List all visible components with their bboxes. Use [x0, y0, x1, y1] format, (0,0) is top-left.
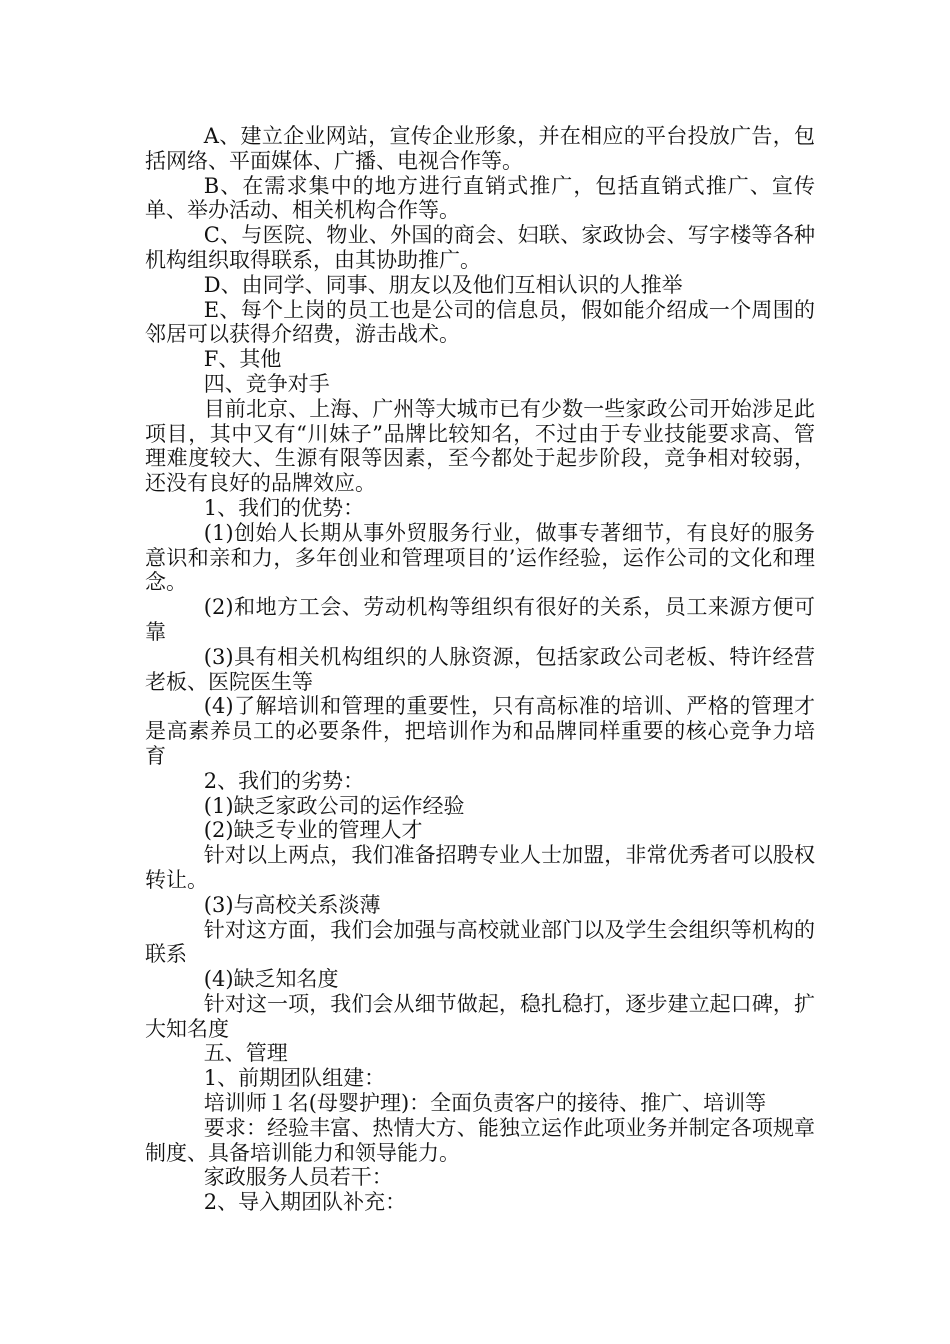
paragraph-a-website: A、建立企业网站，宣传企业形象，并在相应的平台投放广告，包括网络、平面媒体、广播、电视合作等。	[145, 124, 815, 173]
paragraph-weakness-response-2: 针对这方面，我们会加强与高校就业部门以及学生会组织等机构的联系	[145, 917, 815, 967]
paragraph-e-staff-info: E、每个上岗的员工也是公司的信息员，假如能介绍成一个周围的邻居可以获得介绍费，游击战术。	[145, 297, 815, 347]
paragraph-strength-1: (1)创始人长期从事外贸服务行业，做事专著细节，有良好的服务意识和亲和力，多年创业和管理项目的’运作经验，运作公司的文化和理念。	[145, 520, 815, 595]
paragraph-weakness-2: (2)缺乏专业的管理人才	[203, 818, 423, 843]
paragraph-f-other: F、其他	[203, 347, 282, 372]
paragraph-c-institutions: C、与医院、物业、外国的商会、妇联、家政协会、写字楼等各种机构组织取得联系，由其协助推广。	[145, 223, 815, 272]
paragraph-weakness-3: (3)与高校关系淡薄	[203, 892, 381, 917]
heading-initial-team: 1、前期团队组建：	[203, 1066, 386, 1091]
paragraph-requirements: 要求：经验丰富、热情大方、能独立运作此项业务并制定各项规章制度、具备培训能力和领导能力。	[145, 1115, 815, 1165]
paragraph-trainer: 培训师１名(母婴护理)：全面负责客户的接待、推广、培训等	[203, 1091, 767, 1116]
paragraph-weakness-1: (1)缺乏家政公司的运作经验	[203, 793, 465, 818]
paragraph-service-staff: 家政服务人员若干：	[203, 1165, 393, 1190]
heading-management: 五、管理	[203, 1041, 288, 1066]
heading-competitors: 四、竞争对手	[203, 371, 330, 396]
heading-weaknesses: 2、我们的劣势：	[203, 768, 365, 793]
document-page	[145, 124, 815, 1215]
paragraph-d-referrals: D、由同学、同事、朋友以及他们互相认识的人推举	[203, 272, 683, 297]
heading-intro-team: 2、导入期团队补充：	[203, 1190, 407, 1215]
paragraph-weakness-response-1: 针对以上两点，我们准备招聘专业人士加盟，非常优秀者可以股权转让。	[145, 843, 815, 892]
paragraph-strength-4: (4)了解培训和管理的重要性，只有高标准的培训、严格的管理才是高素养员工的必要条件，把培训作为和品牌同样重要的核心竞争力培育	[145, 694, 815, 768]
heading-strengths: 1、我们的优势：	[203, 495, 365, 520]
paragraph-b-direct-sales: B、在需求集中的地方进行直销式推广，包括直销式推广、宣传单、举办活动、相关机构合作等。	[145, 173, 815, 223]
paragraph-weakness-4: (4)缺乏知名度	[203, 967, 339, 992]
paragraph-strength-3: (3)具有相关机构组织的人脉资源，包括家政公司老板、特许经营老板、医院医生等	[145, 644, 815, 694]
paragraph-competitors: 目前北京、上海、广州等大城市已有少数一些家政公司开始涉足此项目，其中又有“川妹子”品牌比较知名，不过由于专业技能要求高、管理难度较大、生源有限等因素，至今都处于起步阶段，竞争相对较弱，还没有良好的品牌效应。	[145, 396, 815, 496]
paragraph-weakness-response-3: 针对这一项，我们会从细节做起，稳扎稳打，逐步建立起口碑，扩大知名度	[145, 991, 815, 1041]
paragraph-strength-2: (2)和地方工会、劳动机构等组织有很好的关系，员工来源方便可靠	[145, 595, 815, 644]
